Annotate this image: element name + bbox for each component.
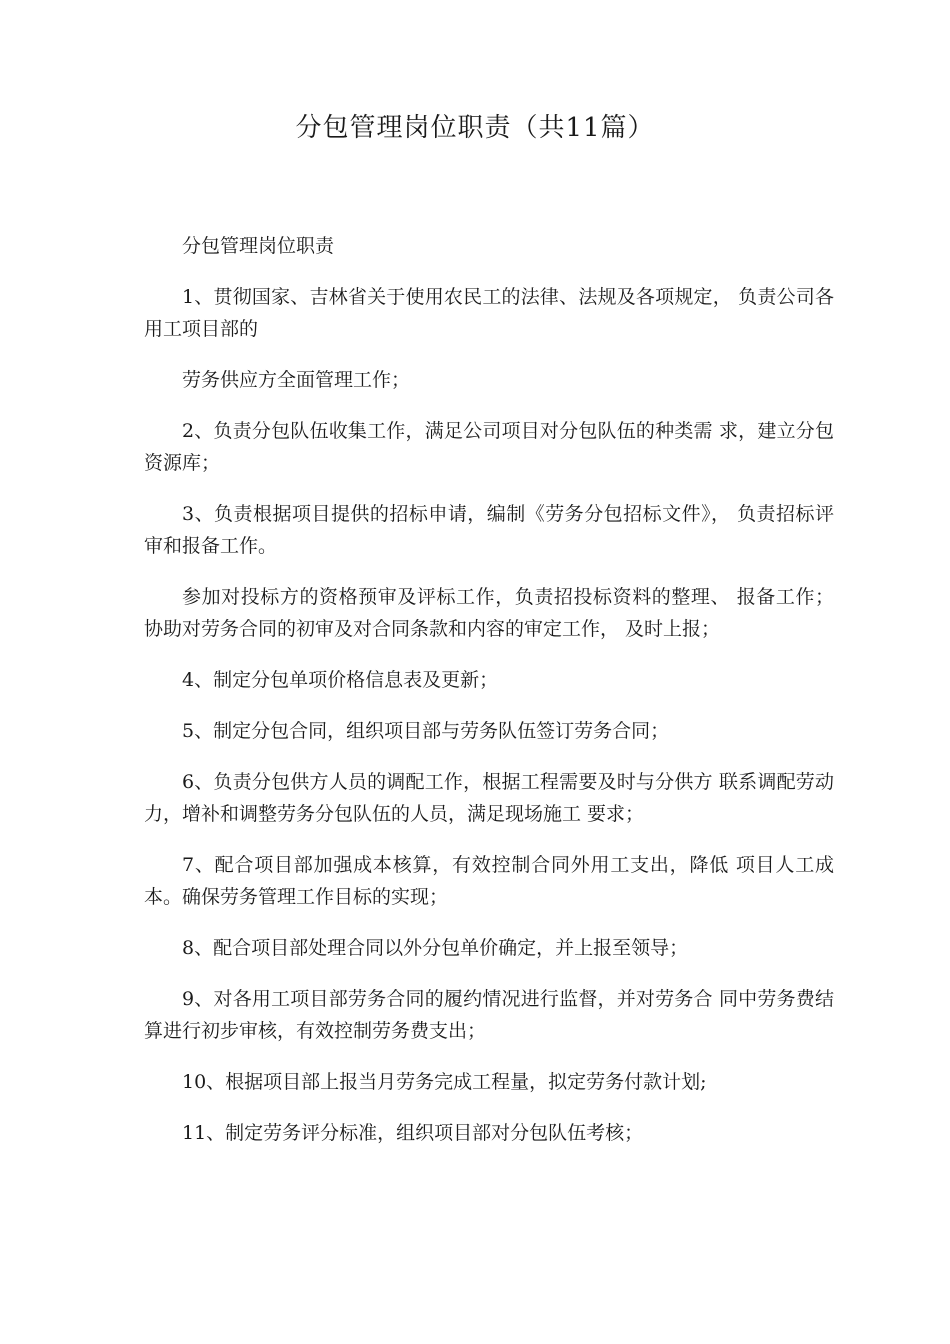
paragraph-item-4: 4、制定分包单项价格信息表及更新； [182,669,499,691]
paragraph-item-11: 11、制定劳务评分标准，组织项目部对分包队伍考核； [182,1122,644,1144]
paragraph-item-1: 1、贯彻国家、吉林省关于使用农民工的法律、法规及各项规定， 负责公司各用工项目部的 [144,286,834,340]
document-title: 分包管理岗位职责（共11篇） [295,113,655,143]
paragraph-heading: 分包管理岗位职责 [182,235,335,257]
paragraph-item-3-continued: 参加对投标方的资格预审及评标工作，负责招投标资料的整理、 报备工作；协助对劳务合同的初审及对合同条款和内容的审定工作， 及时上报； [144,586,834,640]
paragraph-item-10: 10、根据项目部上报当月劳务完成工程量，拟定劳务付款计划; [182,1071,707,1093]
paragraph-item-3: 3、负责根据项目提供的招标申请，编制《劳务分包招标文件》， 负责招标评审和报备工作。 [144,503,834,557]
paragraph-item-9: 9、对各用工项目部劳务合同的履约情况进行监督，并对劳务合 同中劳务费结算进行初步审核，有效控制劳务费支出； [144,988,834,1042]
paragraph-item-7: 7、配合项目部加强成本核算，有效控制合同外用工支出，降低 项目人工成本。确保劳务管理工作目标的实现； [144,854,834,908]
paragraph-item-6: 6、负责分包供方人员的调配工作，根据工程需要及时与分供方 联系调配劳动力，增补和调整劳务分包队伍的人员，满足现场施工 要求； [144,771,834,825]
paragraph-item-8: 8、配合项目部处理合同以外分包单价确定，并上报至领导； [182,937,689,959]
paragraph-item-2: 2、负责分包队伍收集工作，满足公司项目对分包队伍的种类需 求，建立分包资源库； [144,420,834,474]
paragraph-item-5: 5、制定分包合同，组织项目部与劳务队伍签订劳务合同； [182,720,670,742]
paragraph-item-1-continued: 劳务供应方全面管理工作； [182,369,411,391]
document-body [144,230,834,1168]
